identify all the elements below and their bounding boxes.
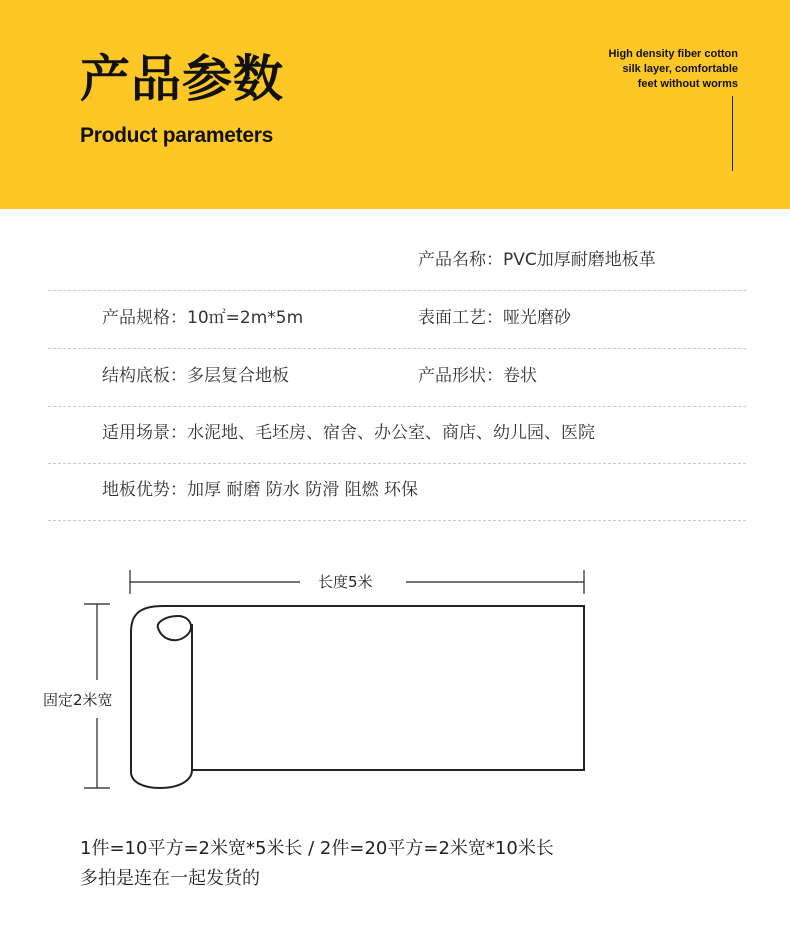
title-english: Product parameters bbox=[80, 124, 274, 147]
floor-advantages: 地板优势：加厚 耐磨 防水 防滑 阻燃 环保 bbox=[102, 480, 419, 500]
product-spec: 产品规格：10㎡=2m*5m bbox=[102, 308, 304, 328]
title-chinese: 产品参数 bbox=[80, 50, 284, 108]
surface-finish: 表面工艺：哑光磨砂 bbox=[418, 308, 571, 328]
roll-end-curl bbox=[158, 616, 191, 640]
roll-sheet bbox=[163, 606, 584, 770]
shipping-note: 多拍是连在一起发货的 bbox=[80, 868, 260, 889]
tagline-line-2: silk layer, comfortable bbox=[622, 63, 738, 75]
tagline-line-1: High density fiber cotton bbox=[608, 48, 738, 60]
length-label: 长度5米 bbox=[318, 573, 373, 591]
product-shape: 产品形状：卷状 bbox=[418, 366, 537, 386]
structure-base: 结构底板：多层复合地板 bbox=[102, 366, 289, 386]
applicable-scenes: 适用场景：水泥地、毛坯房、宿舍、办公室、商店、幼儿园、医院 bbox=[102, 423, 595, 443]
quantity-note: 1件=10平方=2米宽*5米长 / 2件=20平方=2米宽*10米长 bbox=[80, 838, 554, 859]
product-name: 产品名称：PVC加厚耐磨地板革 bbox=[418, 250, 656, 270]
width-label: 固定2米宽 bbox=[43, 691, 113, 709]
tagline-line-3: feet without worms bbox=[637, 78, 738, 90]
